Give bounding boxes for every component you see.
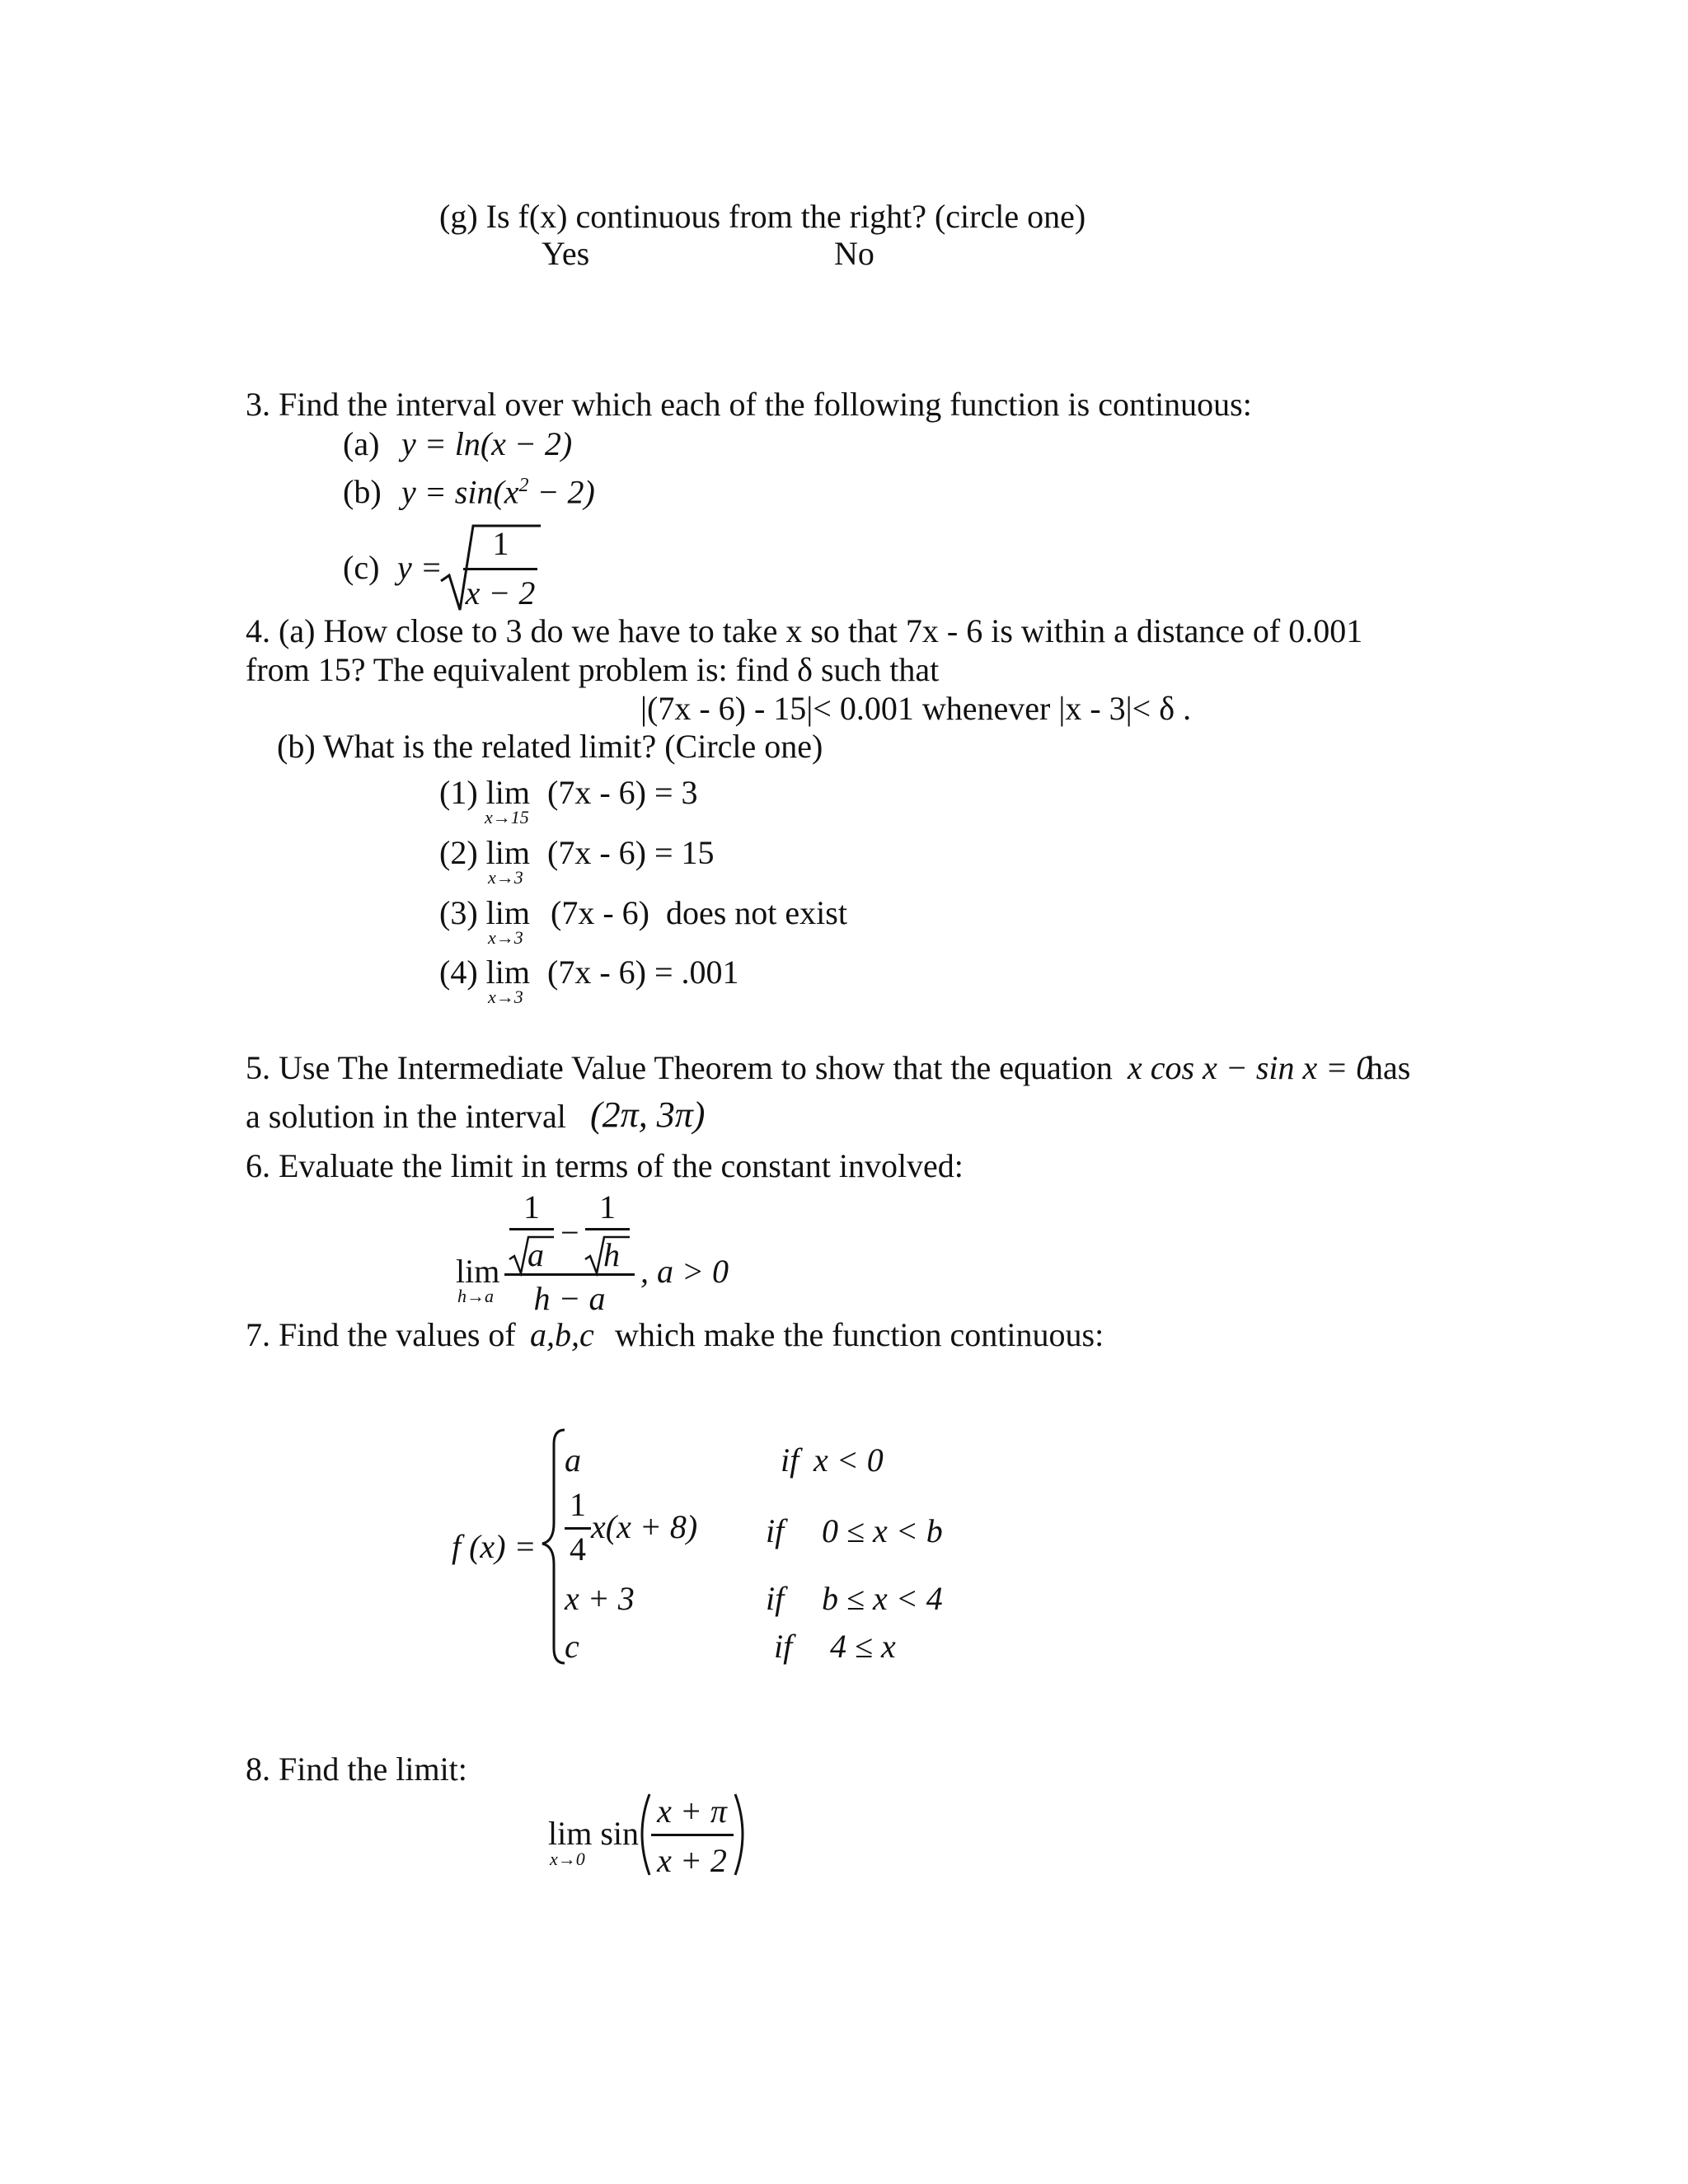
q4a-line2: from 15? The equivalent problem is: find δ such that (246, 651, 940, 688)
q6-minus: − (560, 1214, 579, 1251)
q4a-line1: 4. (a) How close to 3 do we have to take x so that 7x - 6 is within a distance of 0.001 (246, 612, 1363, 649)
q3b-label: (b) (343, 473, 382, 510)
q6-den1: a (528, 1236, 544, 1273)
q7-case4-cond: 4 ≤ x (830, 1628, 896, 1665)
q4b-option-4-lim: (4) lim (439, 954, 530, 991)
q8-denominator: x + 2 (657, 1842, 727, 1879)
q4b-prompt: (b) What is the related limit? (Circle one) (277, 728, 823, 765)
q4b-option-3-expr: (7x - 6) does not exist (551, 894, 847, 931)
q7-case2-num: 1 (570, 1486, 586, 1523)
q5-line2-text: a solution in the interval (246, 1098, 566, 1135)
q4b-option-1-expr: (7x - 6) = 3 (547, 774, 698, 811)
q4b-option-2-sub: x→3 (488, 867, 523, 888)
q5-equation: x cos x − sin x = 0 (1128, 1049, 1373, 1086)
q5-line1-text: 5. Use The Intermediate Value Theorem to show that the equation (246, 1049, 1113, 1086)
q4b-option-3-sub: x→3 (488, 927, 523, 948)
q2g-yes-option: Yes (542, 235, 590, 272)
q6-denominator: h − a (533, 1280, 606, 1317)
q8-lim-sub: x→0 (550, 1849, 585, 1869)
q7-case1-if: if (781, 1441, 799, 1479)
q7-case2-den: 4 (570, 1530, 586, 1568)
q4b-option-4-sub: x→3 (488, 987, 523, 1007)
q7-case1-cond: x < 0 (814, 1441, 884, 1479)
q7-case2-expr: x(x + 8) (591, 1508, 698, 1545)
q8-lim-sin: lim sin (548, 1815, 640, 1852)
q6-condition: , a > 0 (640, 1253, 729, 1290)
q6-den2: h (603, 1236, 620, 1273)
q7-case4-if: if (774, 1628, 793, 1665)
q8-numerator: x + π (657, 1793, 727, 1830)
q6-num1: 1 (523, 1188, 540, 1226)
q3a-label: (a) (343, 425, 380, 462)
q3c-denominator: x − 2 (465, 574, 536, 612)
q3c-label: (c) (343, 549, 380, 586)
q4b-option-2-lim: (2) lim (439, 834, 530, 871)
q6-prompt: 6. Evaluate the limit in terms of the constant involved: (246, 1147, 964, 1184)
q3-prompt: 3. Find the interval over which each of the following function is continuous: (246, 386, 1252, 423)
q4b-option-1-lim: (1) lim (439, 774, 530, 811)
q6-lim: lim (456, 1253, 500, 1290)
q2g-question: (g) Is f(x) continuous from the right? (circle one) (439, 198, 1086, 235)
q5-interval: (2π, 3π) (590, 1094, 706, 1135)
q7-prompt-end: which make the function continuous: (615, 1316, 1104, 1353)
q4b-option-2-expr: (7x - 6) = 15 (547, 834, 715, 871)
q2g-no-option: No (834, 235, 874, 272)
q4b-option-1-sub: x→15 (485, 807, 529, 827)
q7-case2-cond: 0 ≤ x < b (822, 1512, 943, 1549)
q3c-numerator: 1 (492, 525, 509, 562)
q3a-expression: y = ln(x − 2) (401, 425, 573, 462)
q4b-option-4-expr: (7x - 6) = .001 (547, 954, 739, 991)
q4a-inequality: |(7x - 6) - 15|< 0.001 whenever |x - 3|< δ . (640, 690, 1192, 727)
q8-prompt: 8. Find the limit: (246, 1750, 467, 1788)
q7-case1-expr: a (565, 1441, 581, 1479)
q7-variables: a,b,c (530, 1316, 594, 1353)
q4b-option-3-lim: (3) lim (439, 894, 530, 931)
q6-num2: 1 (599, 1188, 616, 1226)
q6-lim-sub: h→a (457, 1286, 494, 1306)
q7-case3-cond: b ≤ x < 4 (822, 1580, 943, 1617)
q3b-expression: $y = \sin(x^2 - 2)$ (401, 473, 595, 511)
q7-case3-if: if (766, 1580, 785, 1617)
q8-fraction-bar (651, 1834, 734, 1836)
q7-function-lhs: f (x) = (452, 1528, 537, 1565)
q5-line1-end: has (1367, 1049, 1411, 1086)
q7-case3-expr: x + 3 (565, 1580, 635, 1617)
q7-case2-if: if (766, 1512, 785, 1549)
q3c-lhs: y = (397, 549, 443, 586)
q7-case4-expr: c (565, 1628, 579, 1665)
q7-prompt-start: 7. Find the values of (246, 1316, 516, 1353)
